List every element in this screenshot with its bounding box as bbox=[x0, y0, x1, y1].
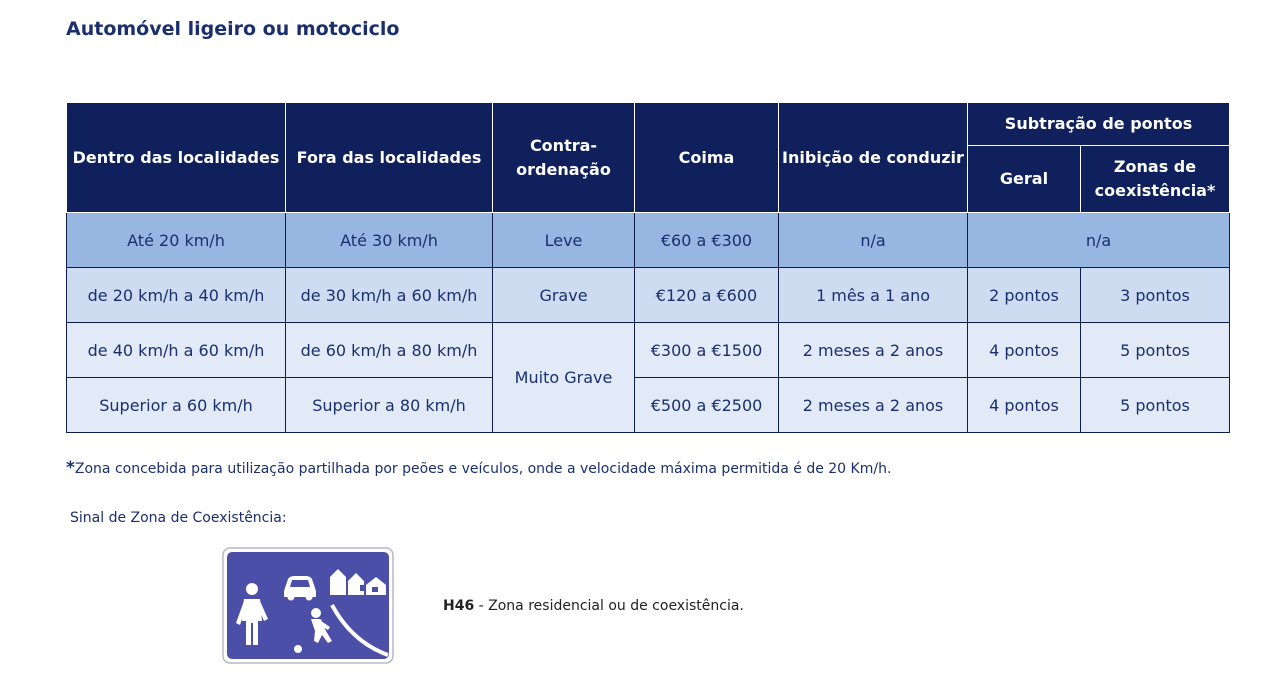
cell-points: n/a bbox=[968, 213, 1230, 268]
cell-outside: Até 30 km/h bbox=[286, 213, 493, 268]
cell-fine: €300 a €1500 bbox=[635, 323, 779, 378]
header-points-zones: Zonas de coexistência* bbox=[1081, 146, 1230, 213]
coexistence-zone-sign-icon bbox=[222, 547, 394, 664]
table-row bbox=[67, 323, 1230, 378]
cell-inside: Até 20 km/h bbox=[67, 213, 286, 268]
footnote-star: * bbox=[66, 458, 75, 478]
footnote bbox=[66, 458, 891, 478]
header-outside: Fora das localidades bbox=[286, 103, 493, 213]
cell-points-zones: 5 pontos bbox=[1081, 323, 1230, 378]
cell-points-general: 4 pontos bbox=[968, 323, 1081, 378]
table-row bbox=[67, 378, 1230, 433]
header-points-general: Geral bbox=[968, 146, 1081, 213]
cell-outside: de 60 km/h a 80 km/h bbox=[286, 323, 493, 378]
cell-inside: de 40 km/h a 60 km/h bbox=[67, 323, 286, 378]
cell-offense: Muito Grave bbox=[493, 323, 635, 433]
footnote-text: Zona concebida para utilização partilhada por peões e veículos, onde a velocidade máxima permitida é de 20 Km/h. bbox=[74, 461, 892, 477]
header-fine: Coima bbox=[635, 103, 779, 213]
cell-fine: €500 a €2500 bbox=[635, 378, 779, 433]
cell-inside: de 20 km/h a 40 km/h bbox=[67, 268, 286, 323]
table-row bbox=[67, 213, 1230, 268]
signal-label: Sinal de Zona de Coexistência: bbox=[70, 510, 287, 526]
cell-outside: de 30 km/h a 60 km/h bbox=[286, 268, 493, 323]
sign-description: - Zona residencial ou de coexistência. bbox=[474, 598, 744, 614]
cell-suspension: 1 mês a 1 ano bbox=[779, 268, 968, 323]
cell-points-zones: 5 pontos bbox=[1081, 378, 1230, 433]
cell-inside: Superior a 60 km/h bbox=[67, 378, 286, 433]
fines-table bbox=[66, 102, 1230, 433]
table-row bbox=[67, 268, 1230, 323]
cell-offense: Grave bbox=[493, 268, 635, 323]
cell-offense: Leve bbox=[493, 213, 635, 268]
header-points: Subtração de pontos bbox=[968, 103, 1230, 146]
page-title: Automóvel ligeiro ou motociclo bbox=[66, 18, 400, 40]
header-inside: Dentro das localidades bbox=[67, 103, 286, 213]
cell-points-zones: 3 pontos bbox=[1081, 268, 1230, 323]
cell-suspension: 2 meses a 2 anos bbox=[779, 323, 968, 378]
sign-code: H46 bbox=[443, 598, 475, 614]
header-suspension: Inibição de conduzir bbox=[779, 103, 968, 213]
sign-caption bbox=[443, 598, 744, 614]
cell-fine: €60 a €300 bbox=[635, 213, 779, 268]
cell-fine: €120 a €600 bbox=[635, 268, 779, 323]
cell-outside: Superior a 80 km/h bbox=[286, 378, 493, 433]
cell-suspension: 2 meses a 2 anos bbox=[779, 378, 968, 433]
cell-points-general: 4 pontos bbox=[968, 378, 1081, 433]
cell-points-general: 2 pontos bbox=[968, 268, 1081, 323]
header-offense: Contra- ordenação bbox=[493, 103, 635, 213]
cell-suspension: n/a bbox=[779, 213, 968, 268]
